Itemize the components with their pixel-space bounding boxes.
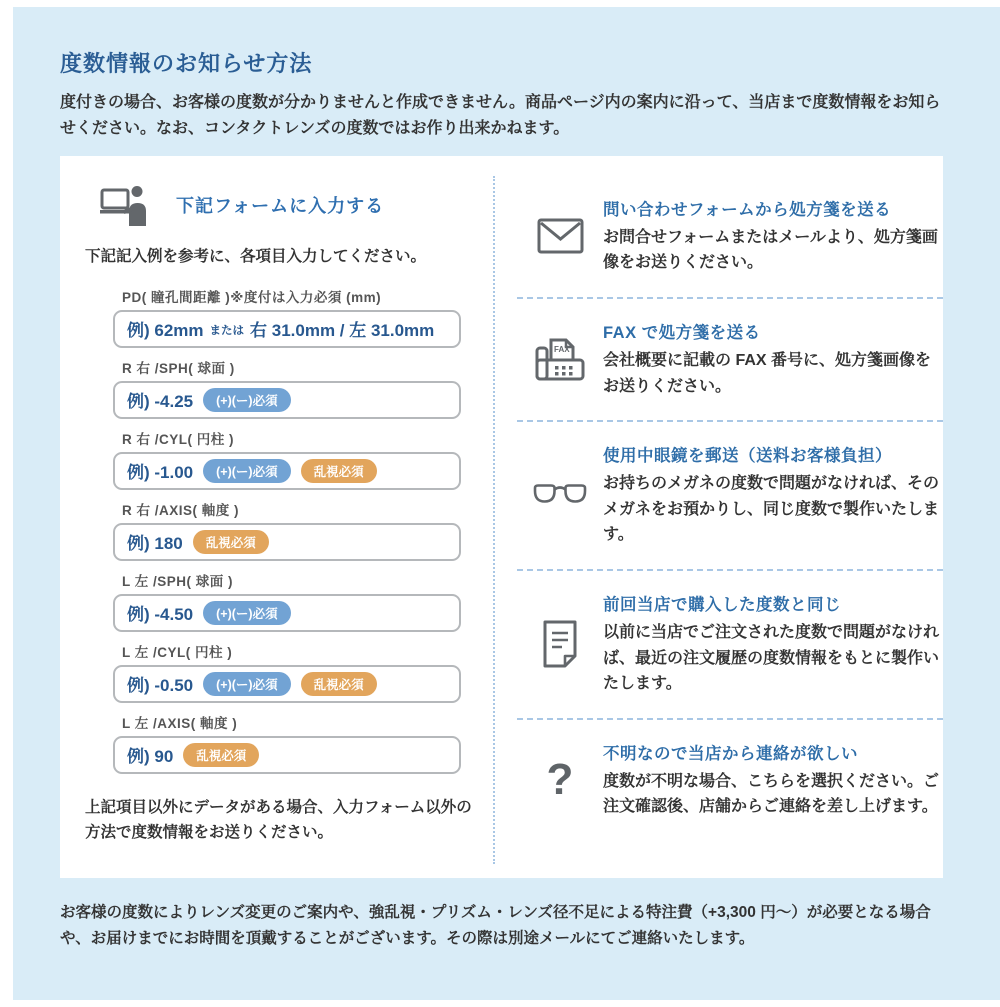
- method-body: 度数が不明な場合、こちらを選択ください。ご注文確認後、店舗からご連絡を差し上げます。: [603, 772, 940, 816]
- method-body: 以前に当店でご注文された度数で問題がなければ、最近の注文履歴の度数情報をもとに製作いたします。: [603, 623, 940, 693]
- astigmatism-required-badge: 乱視必須: [301, 672, 377, 696]
- field-r-axis: [113, 499, 461, 561]
- field-pd: [113, 286, 461, 348]
- field-label: PD( 瞳孔間距離 )※度付は入力必須 (mm): [122, 289, 382, 305]
- form-note: 上記項目以外にデータがある場合、入力フォーム以外の方法で度数情報をお送りください。: [85, 798, 472, 841]
- field-label: R 右 /SPH( 球面 ): [122, 360, 235, 376]
- field-label: L 左 /CYL( 円柱 ): [122, 644, 233, 660]
- form-heading: 下記フォームに入力する: [176, 195, 385, 216]
- intro-text: 度付きの場合、お客様の度数が分かりませんと作成できません。商品ページ内の案内に沿って、当店まで度数情報をお知らせください。なお、コンタクトレンズの度数ではお作り出来かねます。: [60, 94, 941, 137]
- example-input-box: [113, 310, 461, 348]
- method-body: お問合せフォームまたはメールより、処方箋画像をお送りください。: [603, 228, 938, 272]
- method-heading: 不明なので当店から連絡が欲しい: [603, 744, 858, 763]
- example-input-box: [113, 594, 461, 632]
- method-body: 会社概要に記載の FAX 番号に、処方箋画像をお送りください。: [603, 352, 932, 395]
- astigmatism-required-badge: 乱視必須: [193, 530, 269, 554]
- example-input-box: [113, 736, 461, 774]
- question-icon: ?: [546, 754, 574, 804]
- example-value: 例) -4.50: [127, 605, 194, 625]
- sign-required-badge: (+)(ー)必須: [203, 601, 290, 625]
- glasses-icon: [517, 484, 603, 506]
- example-input-box: [113, 523, 461, 561]
- example-input-box: [113, 452, 461, 490]
- example-value: 例) 62mm: [127, 321, 204, 341]
- example-value: 例) -4.25: [127, 392, 194, 412]
- form-section: [60, 156, 493, 878]
- content-card: [60, 156, 943, 878]
- fax-icon: [517, 335, 603, 383]
- envelope-icon: [517, 218, 603, 254]
- method-fax: [517, 299, 943, 422]
- document-icon: [517, 620, 603, 668]
- form-subheading: 下記記入例を参考に、各項目入力してください。: [85, 247, 427, 265]
- method-unknown-contact: [517, 720, 943, 841]
- astigmatism-required-badge: 乱視必須: [183, 743, 259, 767]
- example-input-box: [113, 665, 461, 703]
- field-l-axis: [113, 712, 461, 774]
- form-fields: [113, 286, 461, 774]
- example-value: 右 31.0mm / 左 31.0mm: [250, 321, 435, 341]
- methods-section: [493, 176, 943, 864]
- method-previous-order: [517, 571, 943, 720]
- field-label: L 左 /AXIS( 軸度 ): [122, 715, 238, 731]
- field-label: L 左 /SPH( 球面 ): [122, 573, 234, 589]
- field-l-cyl: [113, 641, 461, 703]
- field-label: R 右 /CYL( 円柱 ): [122, 431, 234, 447]
- method-heading: FAX で処方箋を送る: [603, 324, 761, 342]
- method-heading: 使用中眼鏡を郵送（送料お客様負担）: [603, 447, 892, 466]
- method-heading: 前回当店で購入した度数と同じ: [603, 595, 841, 614]
- method-heading: 問い合わせフォームから処方箋を送る: [603, 200, 892, 219]
- svg-text:FAX: FAX: [554, 345, 570, 355]
- field-label: R 右 /AXIS( 軸度 ): [122, 502, 240, 518]
- field-r-cyl: [113, 428, 461, 490]
- sign-required-badge: (+)(ー)必須: [203, 388, 290, 412]
- field-l-sph: [113, 570, 461, 632]
- info-panel: [13, 7, 1000, 1000]
- example-value: 例) 180: [127, 534, 183, 554]
- sign-required-badge: (+)(ー)必須: [203, 459, 290, 483]
- example-input-box: [113, 381, 461, 419]
- method-contact-form: [517, 176, 943, 299]
- sign-required-badge: (+)(ー)必須: [203, 672, 290, 696]
- example-value: 例) -0.50: [127, 676, 194, 696]
- presenter-icon: [100, 184, 148, 226]
- method-mail-glasses: [517, 422, 943, 571]
- field-r-sph: [113, 357, 461, 419]
- footer-note: お客様の度数によりレンズ変更のご案内や、強乱視・プリズム・レンズ径不足による特注費（+3,300 円～）が必要となる場合や、お届けまでにお時間を頂戴することがございます。その際は別途メールにてご連絡いたします。: [60, 903, 931, 948]
- example-value: 例) -1.00: [127, 463, 194, 483]
- method-body: お持ちのメガネの度数で問題がなければ、そのメガネをお預かりし、同じ度数で製作いたします。: [603, 475, 940, 544]
- example-value: 例) 90: [127, 747, 174, 767]
- page-title: 度数情報のお知らせ方法: [60, 51, 313, 76]
- astigmatism-required-badge: 乱視必須: [301, 459, 377, 483]
- example-or: または: [209, 325, 245, 338]
- form-header: [100, 184, 493, 226]
